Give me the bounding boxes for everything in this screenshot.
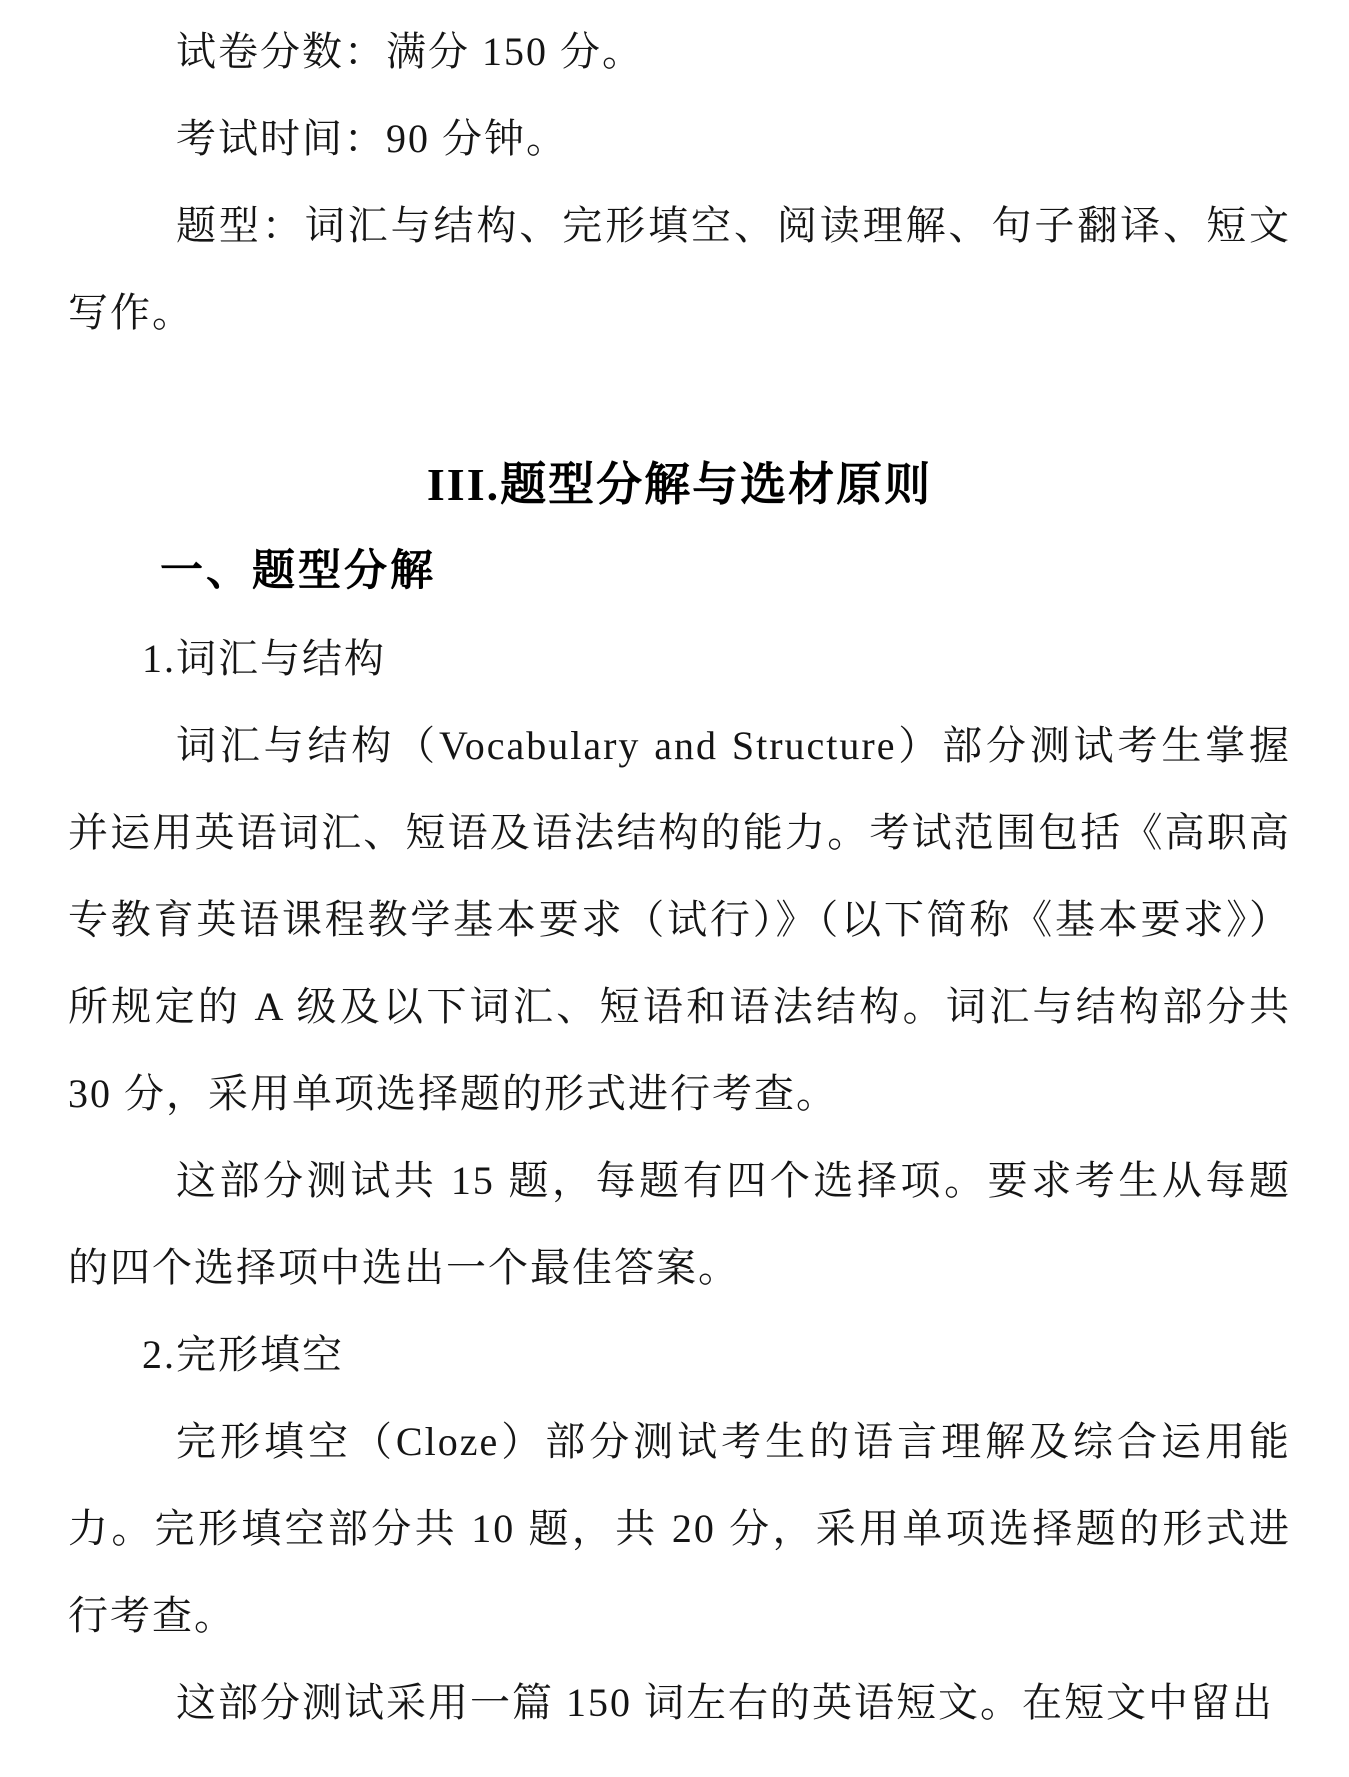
item-heading-vocabulary-structure: 1.词汇与结构 xyxy=(142,636,386,681)
paragraph-cloze-format: 这部分测试采用一篇 150 词左右的英语短文。在短文中留出 xyxy=(176,1680,1274,1725)
subsection-heading-question-type-breakdown: 一、题型分解 xyxy=(160,548,436,595)
intro-paragraph-question-types: 题型：词汇与结构、完形填空、阅读理解、句子翻译、短文写作。 xyxy=(68,203,1291,335)
intro-paragraph-exam-duration: 考试时间：90 分钟。 xyxy=(176,116,568,161)
paragraph-vocabulary-structure-description: 词汇与结构（Vocabulary and Structure）部分测试考生掌握并运用英语词汇、短语及语法结构的能力。考试范围包括《高职高专教育英语课程教学基本要求（试行）》（以下简称《基本要求》）所规定的 A 级及以下词汇、短语和语法结构。词汇与结构部分共 30 分，采用单项选择题的形式进行考查。 xyxy=(68,723,1291,1116)
intro-paragraph-exam-score: 试卷分数：满分 150 分。 xyxy=(176,29,644,74)
item-heading-cloze: 2.完形填空 xyxy=(142,1332,344,1377)
section-heading: III.题型分解与选材原则 xyxy=(426,459,933,510)
paragraph-vocabulary-structure-format: 这部分测试共 15 题，每题有四个选择项。要求考生从每题的四个选择项中选出一个最佳答案。 xyxy=(68,1158,1291,1290)
paragraph-cloze-description: 完形填空（Cloze）部分测试考生的语言理解及综合运用能力。完形填空部分共 10 题，共 20 分，采用单项选择题的形式进行考查。 xyxy=(68,1419,1291,1638)
